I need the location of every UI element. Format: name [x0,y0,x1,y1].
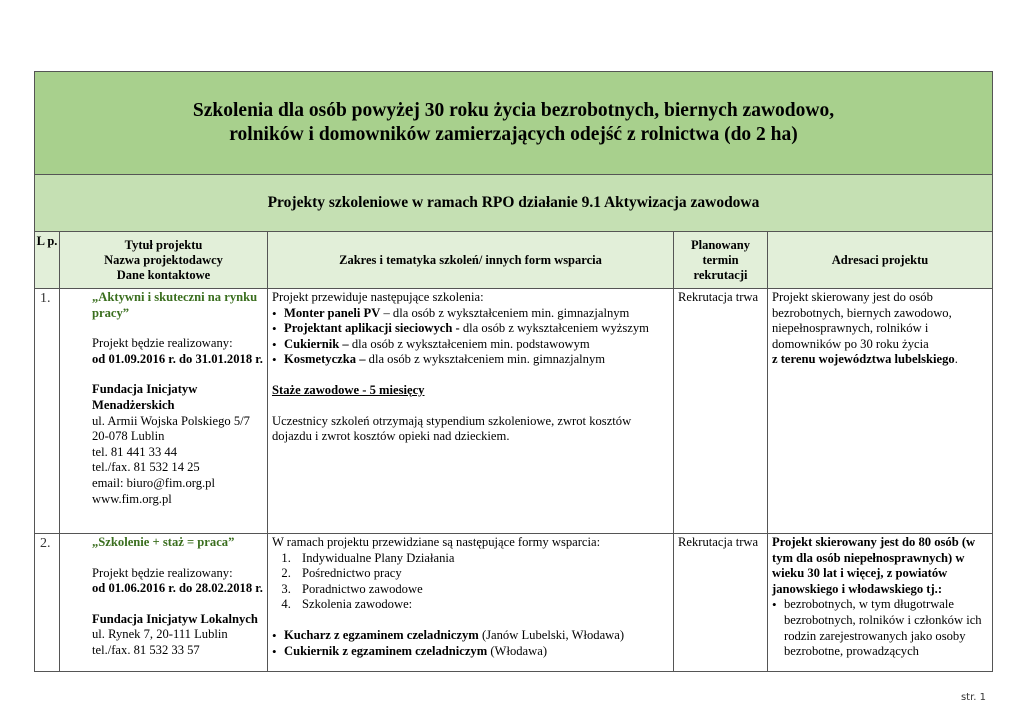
list-item: 2. Pośrednictwo pracy [294,566,669,582]
project-title: „Aktywni i skuteczni na rynku pracy” [92,290,258,320]
addressees-list [772,597,988,659]
contact-line: 20-078 Lublin [92,429,165,444]
addressees-cell: Projekt skierowany jest do osób bezrobotnych, biernych zawodowo, niepełnosprawnych, rolników i domowników po 30 roku życia z terenu województwa lubelskiego. [768,289,993,534]
benefits-text: Uczestnicy szkoleń otrzymają stypendium szkoleniowe, zwrot kosztów dojazdu i zwrot kosztów opieki nad dzieckiem. [272,413,632,444]
website-link[interactable]: www.fim.org.pl [92,491,172,506]
row-number: 1. [35,289,60,534]
email[interactable]: email: biuro@fim.org.pl [92,475,215,490]
scope-intro: W ramach projektu przewidziane są następujące formy wsparcia: [272,535,601,549]
list-item: • Projektant aplikacji sieciowych - dla osób z wykształceniem wyższym [272,321,669,337]
project-info [60,289,268,534]
subtitle-banner [35,175,993,232]
addressees-cell [768,534,993,672]
list-item: • Cukiernik z egzaminem czeladniczym (Włodawa) [272,644,669,660]
list-item: 4. Szkolenia zawodowe: [294,597,669,613]
course-list [272,306,669,368]
list-item: 1. Indywidualne Plany Działania [294,551,669,567]
contact-line: tel./fax. 81 532 14 25 [92,460,200,475]
organization-name: Fundacja Inicjatyw Lokalnych [92,611,258,626]
contact-line: tel. 81 441 33 44 [92,444,178,459]
scope-intro: Projekt przewiduje następujące szkolenia: [272,290,484,304]
header-title: Tytuł projektu Nazwa projektodawcy Dane kontaktowe [60,232,268,289]
table-row [35,534,993,672]
document-page [34,71,992,672]
table-row [35,289,993,534]
title-banner [35,72,993,175]
list-item: • Kucharz z egzaminem czeladniczym (Janów Lubelski, Włodawa) [272,628,669,644]
project-period: od 01.09.2016 r. do 31.01.2018 r. [92,351,263,366]
training-table [34,71,993,672]
period-label: Projekt będzie realizowany: [92,336,233,351]
list-item: • Cukiernik – dla osób z wykształceniem min. podstawowym [272,337,669,353]
contact-line: tel./fax. 81 532 33 57 [92,642,200,657]
header-lp: L p. [35,232,60,289]
list-item: 3. Poradnictwo zawodowe [294,582,669,598]
header-recruitment: Planowany termin rekrutacji [674,232,768,289]
list-item: • Kosmetyczka – dla osób z wykształceniem min. gimnazjalnym [272,352,669,368]
recruitment-status: Rekrutacja trwa [674,534,768,672]
page-title: Szkolenia dla osób powyżej 30 roku życia bezrobotnych, biernych zawodowo, rolników i domowników zamierzających odejść z rolnictwa (do 2 ha) [192,100,835,145]
header-scope: Zakres i tematyka szkoleń/ innych form wsparcia [268,232,674,289]
addressees-heading: Projekt skierowany jest do 80 osób (w tym dla osób niepełnosprawnych) w wieku 30 lat i więcej, z powiatów janowskiego i włodawskiego tj.: [772,535,976,596]
project-period: od 01.06.2016 r. do 28.02.2018 r. [92,581,263,596]
row-number: 2. [35,534,60,672]
contact-line: ul. Rynek 7, 20-111 Lublin [92,627,228,642]
project-title: „Szkolenie + staż = praca” [92,535,235,549]
list-item: • bezrobotnych, w tym długotrwale bezrobotnych, rolników i członków ich rodzin zarejestrowanych jako osoby bezrobotne, prowadzących [772,597,988,659]
course-list [272,628,669,659]
header-addressees: Adresaci projektu [768,232,993,289]
recruitment-status: Rekrutacja trwa [674,289,768,534]
subtitle: Projekty szkoleniowe w ramach RPO działanie 9.1 Aktywizacja zawodowa [267,194,760,211]
scope-cell [268,534,674,672]
page-number: str. 1 [960,692,986,703]
table-header [35,232,993,289]
period-label: Projekt będzie realizowany: [92,565,233,580]
project-info [60,534,268,672]
organization-name: Fundacja Inicjatyw Menadżerskich [92,382,198,412]
internship-note: Staże zawodowe - 5 miesięcy [272,382,425,397]
support-forms-list [272,551,669,613]
list-item: • Monter paneli PV – dla osób z wykształceniem min. gimnazjalnym [272,306,669,322]
contact-line: ul. Armii Wojska Polskiego 5/7 [92,413,250,428]
scope-cell [268,289,674,534]
